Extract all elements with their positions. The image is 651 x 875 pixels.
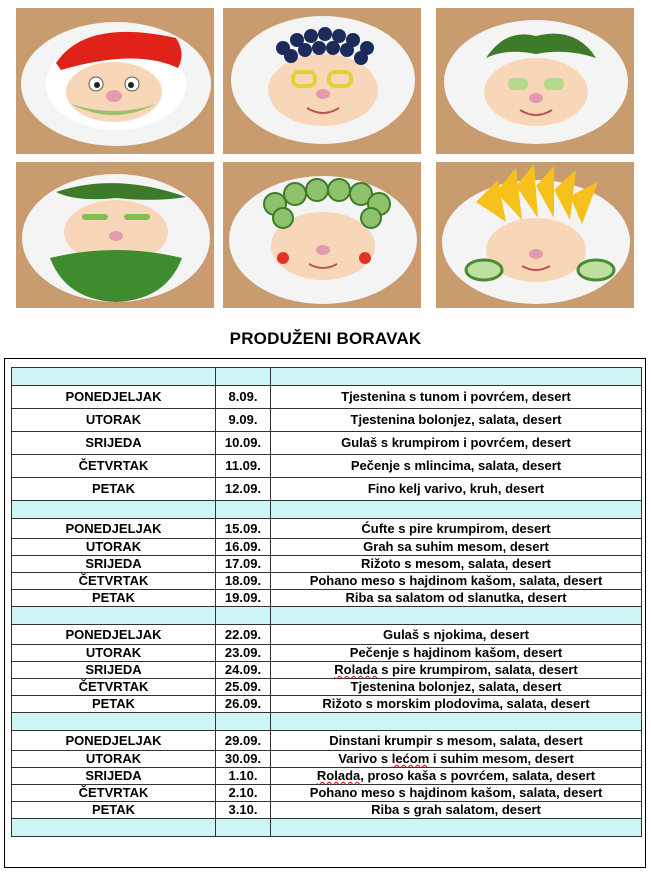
plate-cucumber-hair (223, 162, 421, 308)
date-cell: 11.09. (216, 455, 271, 478)
meal-cell: Rižoto s mesom, salata, desert (271, 556, 642, 573)
meal-cell: Rižoto s morskim plodovima, salata, desert (271, 696, 642, 713)
date-cell: 9.09. (216, 409, 271, 432)
meal-part: , proso kaša s povrćem, salata, desert (360, 768, 596, 783)
date-cell: 1.10. (216, 768, 271, 785)
day-cell: ČETVRTAK (12, 785, 216, 802)
table-row (12, 556, 642, 573)
meal-cell: Fino kelj varivo, kruh, desert (271, 478, 642, 501)
table-row (12, 802, 642, 819)
day-cell: ČETVRTAK (12, 573, 216, 590)
table-row (12, 409, 642, 432)
meal-part: Varivo s (338, 751, 392, 766)
date-cell: 19.09. (216, 590, 271, 607)
meal-cell: Pečenje s mlincima, salata, desert (271, 455, 642, 478)
day-cell: PETAK (12, 802, 216, 819)
plate-blueberry-hair (223, 8, 421, 154)
meal-cell (271, 751, 642, 768)
lunch-menu-table (11, 367, 642, 837)
day-cell: UTORAK (12, 645, 216, 662)
date-cell: 25.09. (216, 679, 271, 696)
week-separator-row (12, 607, 642, 625)
meal-cell: Tjestenina s tunom i povrćem, desert (271, 386, 642, 409)
week-separator-row (12, 368, 642, 386)
table-row (12, 386, 642, 409)
table-row (12, 573, 642, 590)
table-row (12, 432, 642, 455)
day-cell: SRIJEDA (12, 768, 216, 785)
day-cell: PONEDJELJAK (12, 731, 216, 751)
date-cell: 3.10. (216, 802, 271, 819)
meal-cell: Tjestenina bolonjez, salata, desert (271, 679, 642, 696)
day-cell: PONEDJELJAK (12, 625, 216, 645)
week-separator-row (12, 501, 642, 519)
plate-arugula-beard (16, 162, 214, 308)
date-cell: 17.09. (216, 556, 271, 573)
face-plate-icon (223, 162, 421, 308)
table-row (12, 645, 642, 662)
meal-part: i suhim mesom, desert (429, 751, 574, 766)
table-row (12, 455, 642, 478)
week-separator-row (12, 713, 642, 731)
table-row (12, 590, 642, 607)
table-row (12, 751, 642, 768)
meal-cell: Ćufte s pire krumpirom, desert (271, 519, 642, 539)
date-cell: 12.09. (216, 478, 271, 501)
meal-cell: Pohano meso s hajdinom kašom, salata, desert (271, 573, 642, 590)
day-cell: PETAK (12, 696, 216, 713)
meal-cell: Grah sa suhim mesom, desert (271, 539, 642, 556)
table-row (12, 519, 642, 539)
day-cell: PONEDJELJAK (12, 519, 216, 539)
table-row (12, 662, 642, 679)
page-title: PRODUŽENI BORAVAK (229, 329, 422, 348)
face-plate-icon (436, 8, 634, 154)
day-cell: PONEDJELJAK (12, 386, 216, 409)
meal-cell (271, 768, 642, 785)
photo-grid (16, 8, 632, 308)
date-cell: 15.09. (216, 519, 271, 539)
meal-part-underlined: lećom (391, 751, 430, 766)
day-cell: ČETVRTAK (12, 679, 216, 696)
meal-cell: Pohano meso s hajdinom kašom, salata, desert (271, 785, 642, 802)
day-cell: PETAK (12, 478, 216, 501)
table-row (12, 679, 642, 696)
table-row (12, 539, 642, 556)
day-cell: SRIJEDA (12, 662, 216, 679)
date-cell: 26.09. (216, 696, 271, 713)
meal-cell: Dinstani krumpir s mesom, salata, desert (271, 731, 642, 751)
table-row (12, 785, 642, 802)
meal-cell (271, 662, 642, 679)
date-cell: 23.09. (216, 645, 271, 662)
table-row (12, 625, 642, 645)
day-cell: UTORAK (12, 539, 216, 556)
date-cell: 29.09. (216, 731, 271, 751)
plate-yellow-pepper-hair (436, 162, 634, 308)
date-cell: 8.09. (216, 386, 271, 409)
date-cell: 30.09. (216, 751, 271, 768)
face-plate-icon (16, 8, 214, 154)
day-cell: SRIJEDA (12, 556, 216, 573)
date-cell: 2.10. (216, 785, 271, 802)
date-cell: 18.09. (216, 573, 271, 590)
date-cell: 16.09. (216, 539, 271, 556)
meal-cell: Gulaš s njokima, desert (271, 625, 642, 645)
meal-cell: Pečenje s hajdinom kašom, desert (271, 645, 642, 662)
day-cell: UTORAK (12, 751, 216, 768)
meal-cell: Riba s grah salatom, desert (271, 802, 642, 819)
day-cell: ČETVRTAK (12, 455, 216, 478)
table-row (12, 696, 642, 713)
date-cell: 24.09. (216, 662, 271, 679)
date-cell: 22.09. (216, 625, 271, 645)
day-cell: UTORAK (12, 409, 216, 432)
table-row (12, 478, 642, 501)
face-plate-icon (16, 162, 214, 308)
plate-arugula-hair (436, 8, 634, 154)
table-row (12, 731, 642, 751)
meal-part: s pire krumpirom, salata, desert (377, 662, 578, 677)
table-row (12, 768, 642, 785)
face-plate-icon (223, 8, 421, 154)
day-cell: SRIJEDA (12, 432, 216, 455)
menu-frame (4, 358, 646, 868)
meal-part-underlined: Rolada (334, 662, 378, 677)
face-plate-icon (436, 162, 634, 308)
date-cell: 10.09. (216, 432, 271, 455)
plate-red-pepper-hair (16, 8, 214, 154)
week-separator-row (12, 819, 642, 837)
meal-cell: Gulaš s krumpirom i povrćem, desert (271, 432, 642, 455)
meal-cell: Tjestenina bolonjez, salata, desert (271, 409, 642, 432)
meal-part-underlined: Rolada (316, 768, 361, 783)
meal-cell: Riba sa salatom od slanutka, desert (271, 590, 642, 607)
day-cell: PETAK (12, 590, 216, 607)
